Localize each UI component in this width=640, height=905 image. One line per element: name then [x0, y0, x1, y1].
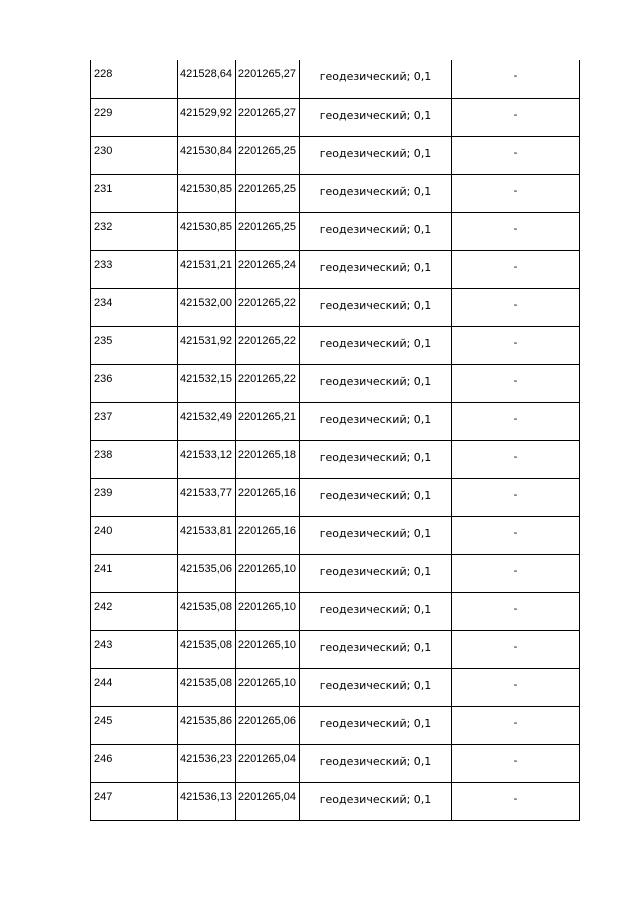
y-coordinate-cell: 2201265,25	[236, 136, 300, 174]
method-accuracy-cell: геодезический; 0,1	[300, 326, 452, 364]
table-row	[91, 174, 580, 212]
y-coordinate-cell: 2201265,25	[236, 212, 300, 250]
point-number-cell: 247	[91, 782, 178, 820]
table-row	[91, 706, 580, 744]
method-accuracy-cell: геодезический; 0,1	[300, 174, 452, 212]
y-coordinate-cell: 2201265,06	[236, 706, 300, 744]
x-coordinate-cell: 421530,84	[178, 136, 236, 174]
y-coordinate-cell: 2201265,04	[236, 782, 300, 820]
note-cell: -	[452, 782, 580, 820]
method-accuracy-cell: геодезический; 0,1	[300, 516, 452, 554]
point-number-cell: 235	[91, 326, 178, 364]
method-accuracy-cell: геодезический; 0,1	[300, 402, 452, 440]
table-row	[91, 402, 580, 440]
note-cell: -	[452, 592, 580, 630]
note-cell: -	[452, 744, 580, 782]
note-cell: -	[452, 554, 580, 592]
method-accuracy-cell: геодезический; 0,1	[300, 592, 452, 630]
x-coordinate-cell: 421535,08	[178, 630, 236, 668]
point-number-cell: 239	[91, 478, 178, 516]
point-number-cell: 240	[91, 516, 178, 554]
note-cell: -	[452, 250, 580, 288]
method-accuracy-cell: геодезический; 0,1	[300, 668, 452, 706]
point-number-cell: 229	[91, 98, 178, 136]
table-row	[91, 782, 580, 820]
x-coordinate-cell: 421536,13	[178, 782, 236, 820]
x-coordinate-cell: 421533,77	[178, 478, 236, 516]
note-cell: -	[452, 706, 580, 744]
method-accuracy-cell: геодезический; 0,1	[300, 60, 452, 98]
y-coordinate-cell: 2201265,10	[236, 592, 300, 630]
table-row	[91, 630, 580, 668]
table-row	[91, 60, 580, 98]
point-number-cell: 241	[91, 554, 178, 592]
method-accuracy-cell: геодезический; 0,1	[300, 98, 452, 136]
method-accuracy-cell: геодезический; 0,1	[300, 744, 452, 782]
table-row	[91, 98, 580, 136]
y-coordinate-cell: 2201265,27	[236, 98, 300, 136]
note-cell: -	[452, 326, 580, 364]
x-coordinate-cell: 421535,06	[178, 554, 236, 592]
x-coordinate-cell: 421533,12	[178, 440, 236, 478]
y-coordinate-cell: 2201265,10	[236, 554, 300, 592]
point-number-cell: 243	[91, 630, 178, 668]
point-number-cell: 238	[91, 440, 178, 478]
note-cell: -	[452, 668, 580, 706]
table-row	[91, 592, 580, 630]
point-number-cell: 244	[91, 668, 178, 706]
method-accuracy-cell: геодезический; 0,1	[300, 136, 452, 174]
note-cell: -	[452, 516, 580, 554]
table-row	[91, 478, 580, 516]
y-coordinate-cell: 2201265,21	[236, 402, 300, 440]
y-coordinate-cell: 2201265,16	[236, 478, 300, 516]
y-coordinate-cell: 2201265,18	[236, 440, 300, 478]
table-row	[91, 554, 580, 592]
note-cell: -	[452, 440, 580, 478]
table-row	[91, 516, 580, 554]
method-accuracy-cell: геодезический; 0,1	[300, 478, 452, 516]
note-cell: -	[452, 630, 580, 668]
x-coordinate-cell: 421532,15	[178, 364, 236, 402]
y-coordinate-cell: 2201265,16	[236, 516, 300, 554]
point-number-cell: 246	[91, 744, 178, 782]
y-coordinate-cell: 2201265,22	[236, 288, 300, 326]
point-number-cell: 230	[91, 136, 178, 174]
point-number-cell: 233	[91, 250, 178, 288]
note-cell: -	[452, 60, 580, 98]
table-row	[91, 744, 580, 782]
y-coordinate-cell: 2201265,27	[236, 60, 300, 98]
x-coordinate-cell: 421535,08	[178, 668, 236, 706]
method-accuracy-cell: геодезический; 0,1	[300, 288, 452, 326]
x-coordinate-cell: 421532,49	[178, 402, 236, 440]
method-accuracy-cell: геодезический; 0,1	[300, 706, 452, 744]
point-number-cell: 236	[91, 364, 178, 402]
y-coordinate-cell: 2201265,25	[236, 174, 300, 212]
method-accuracy-cell: геодезический; 0,1	[300, 782, 452, 820]
method-accuracy-cell: геодезический; 0,1	[300, 364, 452, 402]
table-row	[91, 288, 580, 326]
method-accuracy-cell: геодезический; 0,1	[300, 440, 452, 478]
y-coordinate-cell: 2201265,10	[236, 630, 300, 668]
table-row	[91, 668, 580, 706]
y-coordinate-cell: 2201265,24	[236, 250, 300, 288]
note-cell: -	[452, 174, 580, 212]
x-coordinate-cell: 421531,92	[178, 326, 236, 364]
x-coordinate-cell: 421530,85	[178, 212, 236, 250]
note-cell: -	[452, 402, 580, 440]
point-number-cell: 232	[91, 212, 178, 250]
note-cell: -	[452, 136, 580, 174]
table-row	[91, 136, 580, 174]
method-accuracy-cell: геодезический; 0,1	[300, 212, 452, 250]
point-number-cell: 228	[91, 60, 178, 98]
coordinates-table	[90, 60, 580, 821]
table-row	[91, 440, 580, 478]
x-coordinate-cell: 421530,85	[178, 174, 236, 212]
method-accuracy-cell: геодезический; 0,1	[300, 630, 452, 668]
point-number-cell: 234	[91, 288, 178, 326]
table-row	[91, 326, 580, 364]
table-row	[91, 212, 580, 250]
note-cell: -	[452, 288, 580, 326]
note-cell: -	[452, 98, 580, 136]
method-accuracy-cell: геодезический; 0,1	[300, 554, 452, 592]
table-row	[91, 364, 580, 402]
x-coordinate-cell: 421535,08	[178, 592, 236, 630]
x-coordinate-cell: 421536,23	[178, 744, 236, 782]
note-cell: -	[452, 478, 580, 516]
method-accuracy-cell: геодезический; 0,1	[300, 250, 452, 288]
point-number-cell: 237	[91, 402, 178, 440]
point-number-cell: 242	[91, 592, 178, 630]
point-number-cell: 231	[91, 174, 178, 212]
table-row	[91, 250, 580, 288]
point-number-cell: 245	[91, 706, 178, 744]
x-coordinate-cell: 421535,86	[178, 706, 236, 744]
y-coordinate-cell: 2201265,22	[236, 326, 300, 364]
note-cell: -	[452, 364, 580, 402]
y-coordinate-cell: 2201265,10	[236, 668, 300, 706]
y-coordinate-cell: 2201265,22	[236, 364, 300, 402]
x-coordinate-cell: 421531,21	[178, 250, 236, 288]
note-cell: -	[452, 212, 580, 250]
coordinates-table-body	[91, 60, 580, 820]
x-coordinate-cell: 421529,92	[178, 98, 236, 136]
x-coordinate-cell: 421533,81	[178, 516, 236, 554]
y-coordinate-cell: 2201265,04	[236, 744, 300, 782]
x-coordinate-cell: 421528,64	[178, 60, 236, 98]
x-coordinate-cell: 421532,00	[178, 288, 236, 326]
